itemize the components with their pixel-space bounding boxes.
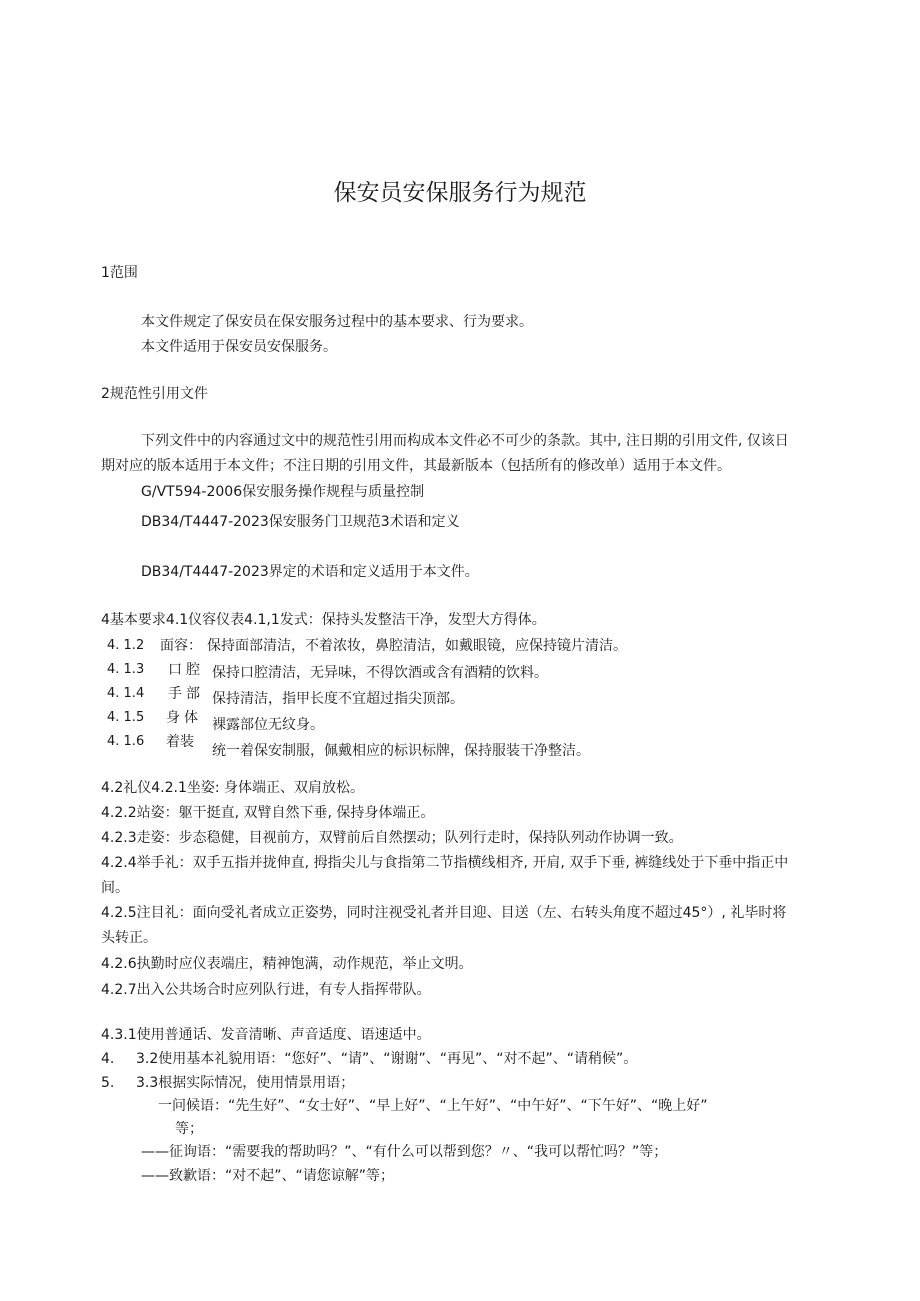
item-label: 口腔 (168, 662, 204, 678)
rule-4-2-7: 4.2.7出入公共场合时应列队行进，有专人指挥带队。 (101, 982, 431, 998)
section-1-heading: 1范围 (101, 265, 138, 281)
item-text: 裸露部位无纹身。 (212, 717, 324, 733)
item-label: 身体 (166, 710, 202, 726)
section-1-paragraph-2: 本文件适用于保安员安保服务。 (141, 339, 337, 355)
item-number: 4. 1.6 (107, 734, 145, 749)
rule-4-2-2: 4.2.2站姿：躯干挺直, 双臂自然下垂, 保持身体端正。 (101, 805, 435, 821)
item-text: 统一着保安制服，佩戴相应的标识标牌，保持服装干净整洁。 (212, 743, 590, 759)
item-text: 保持面部清洁，不着浓妆，鼻腔清洁，如戴眼镜，应保持镜片清洁。 (207, 638, 627, 654)
reference-2: DB34/T4447-2023保安服务门卫规范3术语和定义 (141, 514, 460, 530)
item-text: 保持清洁，指甲长度不宜超过指尖顶部。 (212, 691, 464, 707)
item-number: 4. 1.5 (107, 710, 145, 725)
section-2-paragraph-line-1: 下列文件中的内容通过文中的规范性引用而构成本文件必不可少的条款。其中, 注日期的引用文件, 仅该日 (141, 433, 789, 449)
reference-3: DB34/T4447-2023界定的术语和定义适用于本文件。 (141, 564, 479, 580)
rule-4-2-6: 4.2.6执勤时应仪表端庄，精神饱满，动作规范，举止文明。 (101, 956, 473, 972)
greeting-phrases-line-2: 等； (175, 1121, 203, 1137)
reference-1: G/VT594-2006保安服务操作规程与质量控制 (141, 484, 425, 500)
rule-4-2-4-line-2: 间。 (101, 880, 129, 896)
section-4-line-1: 4基本要求4.1仪容仪表4.1,1发式：保持头发整洁干净，发型大方得体。 (101, 612, 546, 628)
rule-4-3-1: 4.3.1使用普通话、发音清晰、声音适度、语速适中。 (101, 1027, 431, 1043)
rule-4-2-3: 4.2.3走姿：步态稳健，目视前方，双臂前后自然摆动；队列行走时，保持队列动作协调一致。 (101, 830, 683, 846)
item-label: 面容： (160, 638, 202, 654)
rule-4-3-2-number: 4. (101, 1051, 115, 1067)
rule-4-2-5-line-1: 4.2.5注目礼：面向受礼者成立正姿势，同时注视受礼者并目迎、目送（左、右转头角度不超过45°）, 礼毕时将 (101, 905, 787, 921)
apology-phrases: ——致歉语：“对不起”、“请您谅解”等； (141, 1168, 395, 1184)
item-number: 4. 1.3 (107, 662, 145, 677)
rule-4-3-2: 3.2使用基本礼貌用语：“您好”、“请”、“谢谢”、“再见”、“对不起”、“请稍候”。 (136, 1051, 638, 1067)
section-2-paragraph-line-2: 期对应的版本适用于本文件；不注日期的引用文件，其最新版本（包括所有的修改单）适用于本文件。 (101, 458, 731, 474)
section-1-paragraph-1: 本文件规定了保安员在保安服务过程中的基本要求、行为要求。 (141, 314, 533, 330)
greeting-phrases-line-1: 一问候语：“先生好”、“女士好”、“早上好”、“上午好”、“中午好”、“下午好”、“晚上好” (158, 1098, 708, 1114)
rule-4-2-1: 4.2礼仪4.2.1坐姿: 身体端正、双肩放松。 (101, 780, 365, 796)
item-number: 4. 1.2 (107, 638, 145, 653)
rule-4-2-5-line-2: 头转正。 (101, 930, 157, 946)
item-label: 手部 (168, 686, 204, 702)
item-label: 着装 (166, 734, 194, 750)
rule-4-3-3-number: 5. (101, 1075, 115, 1091)
document-title: 保安员安保服务行为规范 (333, 180, 587, 206)
inquiry-phrases: ——征询语：“需要我的帮助吗？”、“有什么可以帮到您？〃、“我可以帮忙吗？”等； (141, 1144, 668, 1160)
item-text: 保持口腔清洁，无异味，不得饮酒或含有酒精的饮料。 (212, 665, 548, 681)
rule-4-3-3: 3.3根据实际情况，使用情景用语； (136, 1075, 355, 1091)
section-2-heading: 2规范性引用文件 (101, 386, 208, 402)
rule-4-2-4-line-1: 4.2.4举手礼：双手五指并拢伸直, 拇指尖儿与食指第二节指横线相齐, 开肩, 双手下垂, 裤缝线处于下垂中指正中 (101, 855, 789, 871)
item-number: 4. 1.4 (107, 686, 145, 701)
